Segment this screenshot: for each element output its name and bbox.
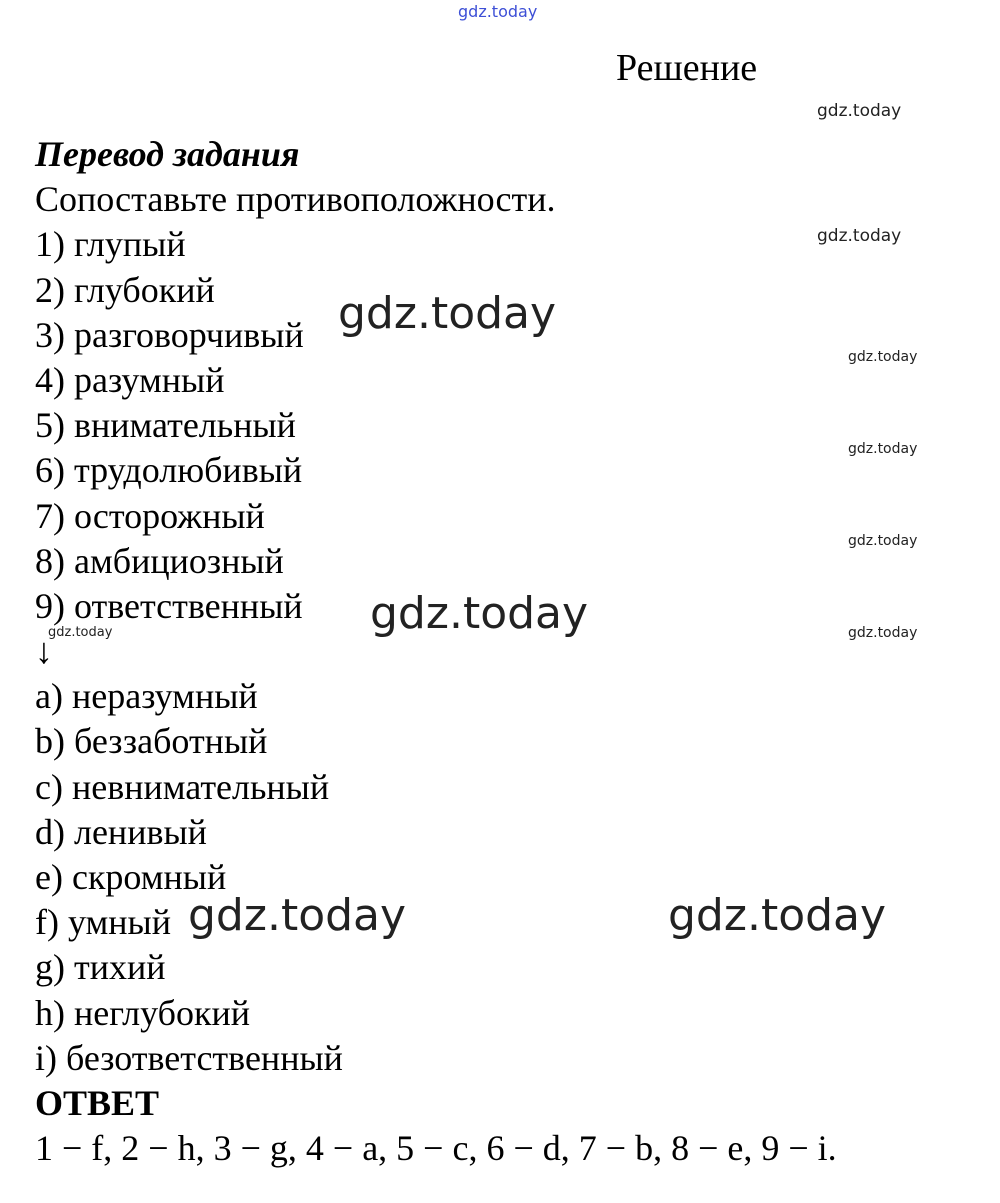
instruction-text: Сопоставьте противоположности. xyxy=(35,179,556,220)
opposite-item: a) неразумный xyxy=(35,676,258,717)
arrow-down-icon: ↓ xyxy=(35,631,53,672)
watermark-small: gdz.today xyxy=(848,441,918,457)
solution-title: Решение xyxy=(616,47,758,89)
opposite-item: b) беззаботный xyxy=(35,721,268,762)
watermark-small: gdz.today xyxy=(48,625,113,640)
word-item: 7) осторожный xyxy=(35,495,265,536)
watermark-large: gdz.today xyxy=(668,890,887,941)
word-item: 4) разумный xyxy=(35,359,225,400)
translation-heading: Перевод задания xyxy=(35,134,300,174)
opposite-item: g) тихий xyxy=(35,947,166,988)
word-item: 2) глубокий xyxy=(35,269,215,310)
watermark-large: gdz.today xyxy=(338,288,557,339)
opposite-item: c) невнимательный xyxy=(35,766,330,807)
opposite-item: e) скромный xyxy=(35,857,227,897)
watermark-top: gdz.today xyxy=(458,2,538,21)
watermark-large: gdz.today xyxy=(188,890,407,941)
word-item: 6) трудолюбивый xyxy=(35,450,303,491)
watermark-small: gdz.today xyxy=(848,533,918,549)
watermark-small: gdz.today xyxy=(817,226,902,246)
watermark-large: gdz.today xyxy=(370,588,589,639)
word-item: 9) ответственный xyxy=(35,585,303,626)
watermark-small: gdz.today xyxy=(848,349,918,365)
word-item: 3) разговорчивый xyxy=(35,314,304,355)
answer-label: ОТВЕТ xyxy=(35,1082,160,1123)
watermark-small: gdz.today xyxy=(817,101,902,121)
opposite-item: h) неглубокий xyxy=(35,992,250,1033)
opposite-item: i) безответственный xyxy=(35,1037,343,1078)
opposite-item: d) ленивый xyxy=(35,811,207,852)
word-item: 5) внимательный xyxy=(35,405,296,446)
answer-text: 1 − f, 2 − h, 3 − g, 4 − a, 5 − c, 6 − d, 7 − b, 8 − e, 9 − i. xyxy=(35,1128,837,1169)
word-item: 1) глупый xyxy=(35,224,186,265)
word-item: 8) амбициозный xyxy=(35,540,284,581)
watermark-small: gdz.today xyxy=(848,625,918,641)
opposite-item: f) умный xyxy=(35,902,172,943)
